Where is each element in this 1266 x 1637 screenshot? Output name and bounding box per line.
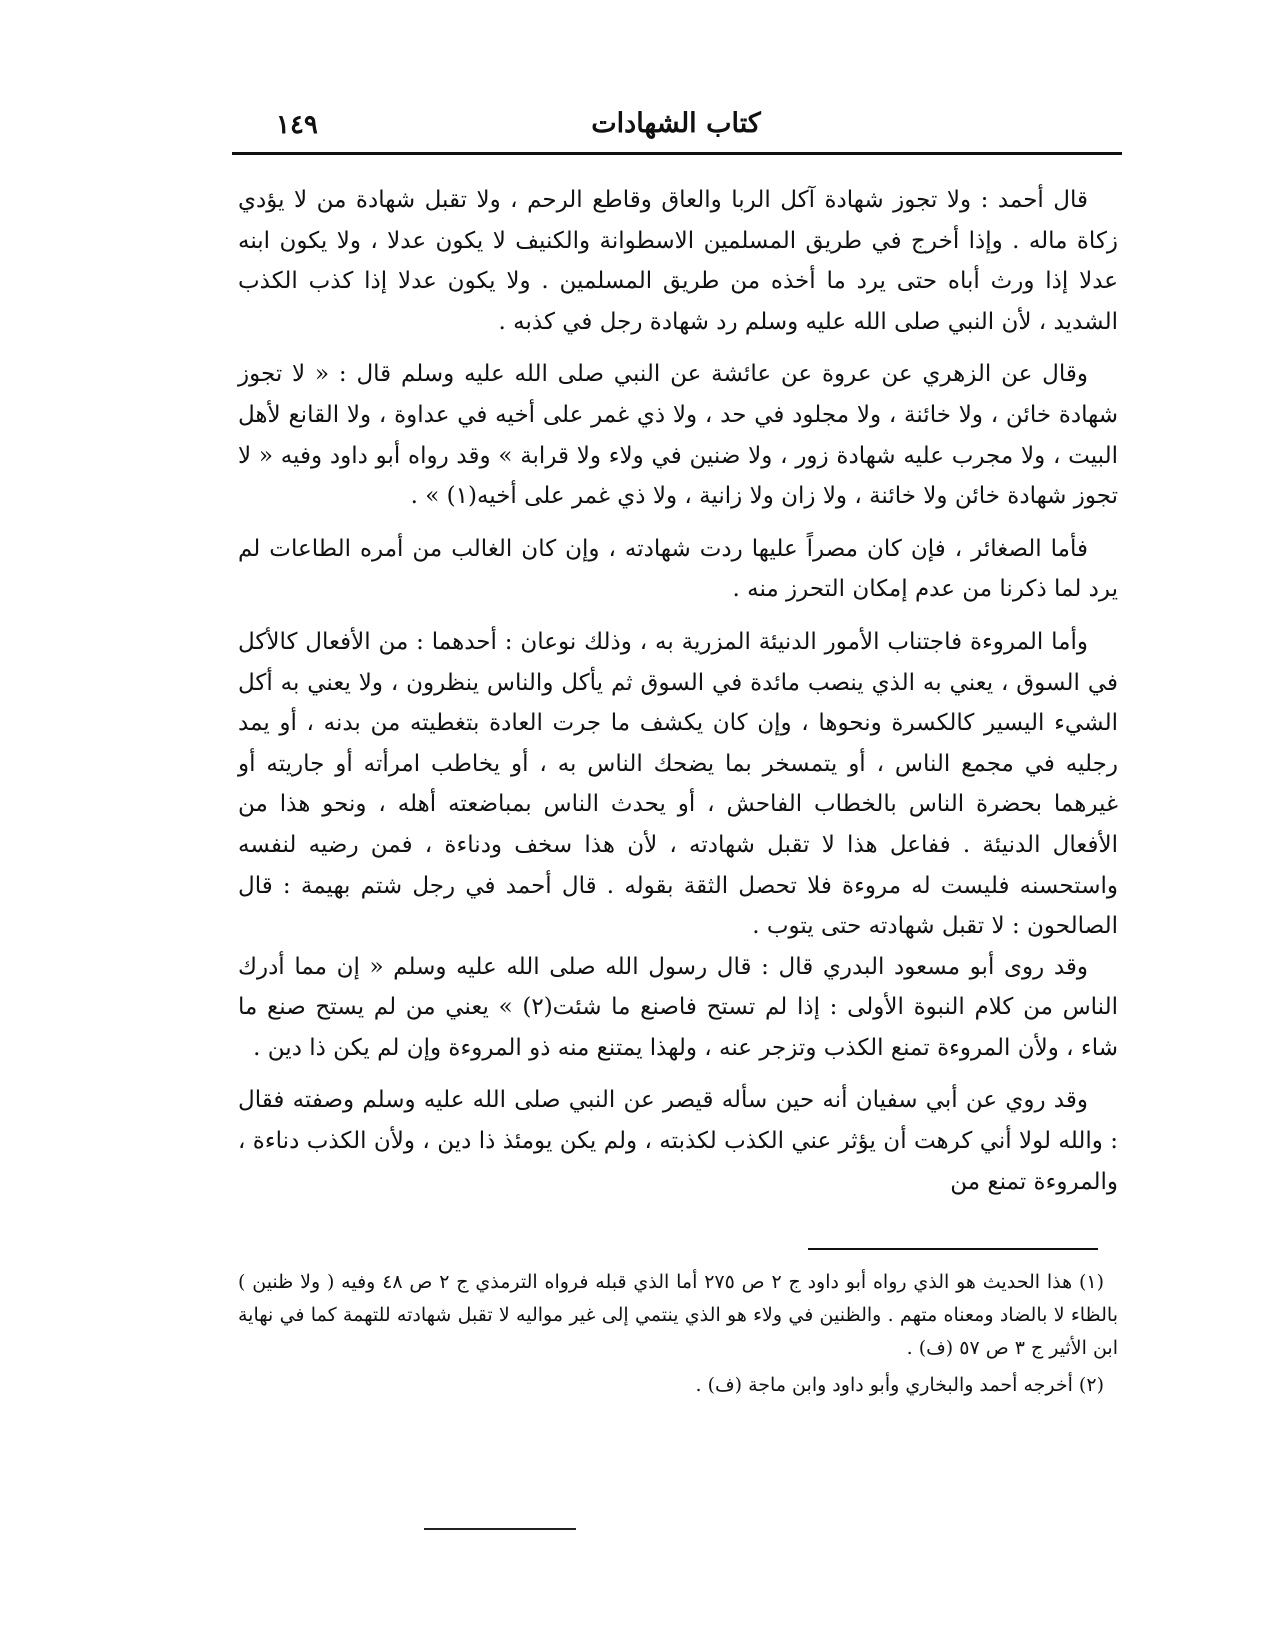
page-number: ١٤٩ bbox=[276, 110, 318, 140]
main-text bbox=[238, 180, 1118, 1214]
bottom-rule bbox=[424, 1528, 576, 1530]
footnote: (٢) أخرجه أحمد والبخاري وأبو داود وابن ماجة (ف) . bbox=[695, 1374, 1104, 1396]
header-rule bbox=[232, 152, 1122, 155]
paragraph: وقال عن الزهري عن عروة عن عائشة عن النبي صلى الله عليه وسلم قال : « لا تجوز شهادة خائن ، ولا خائنة ، ولا مجلود في حد ، ولا ذي غمر على أخيه في عداوة ، ولا القانع لأهل البيت ، ولا مجرب عليه شهادة زور ، ولا ضنين في ولاء ولا قرابة » وقد رواه أبو داود وفيه « لا تجوز شهادة خائن ولا خائنة ، ولا زان ولا زانية ، ولا ذي غمر على أخيه(١) » . bbox=[238, 361, 1118, 510]
footnote-separator bbox=[808, 1248, 1098, 1250]
paragraph: قال أحمد : ولا تجوز شهادة آكل الربا والعاق وقاطع الرحم ، ولا تقبل شهادة من لا يؤدي زكاة ماله . وإذا أخرج في طريق المسلمين الاسطوانة والكنيف لا يكون عدلا ، ولا يكون ابنه عدلا إذا ورث أباه حتى يرد ما أخذه من طريق المسلمين . ولا يكون عدلا إذا كذب الكذب الشديد ، لأن النبي صلى الله عليه وسلم رد شهادة رجل في كذبه . bbox=[238, 187, 1118, 335]
footnote: (١) هذا الحديث هو الذي رواه أبو داود ج ٢ ص ٢٧٥ أما الذي قبله فرواه الترمذي ج ٢ ص ٤٨ وفيه ( ولا ظنين ) بالظاء لا بالضاد ومعناه متهم . والظنين في ولاء هو الذي ينتمي إلى غير مواليه لا تقبل شهادته للتهمة كما في نهاية ابن الأثير ج ٣ ص ٥٧ (ف) . bbox=[238, 1271, 1118, 1359]
paragraph: وقد روى أبو مسعود البدري قال : قال رسول الله صلى الله عليه وسلم « إن مما أدرك الناس من كلام النبوة الأولى : إذا لم تستح فاصنع ما شئت(٢) » يعني من لم يستح صنع ما شاء ، ولأن المروءة تمنع الكذب وتزجر عنه ، ولهذا يمتنع منه ذو المروءة وإن لم يكن ذا دين . bbox=[238, 953, 1119, 1061]
paragraph: وقد روي عن أبي سفيان أنه حين سأله قيصر عن النبي صلى الله عليه وسلم وصفته فقال : والله لولا أني كرهت أن يؤثر عني الكذب لكذبته ، ولم يكن يومئذ ذا دين ، ولأن الكذب دناءة ، والمروءة تمنع من bbox=[238, 1087, 1118, 1195]
footnotes bbox=[238, 1266, 1118, 1406]
chapter-title: كتاب الشهادات bbox=[591, 108, 761, 139]
paragraph: وأما المروءة فاجتناب الأمور الدنيئة المزرية به ، وذلك نوعان : أحدهما : من الأفعال كالأكل في السوق ، يعني به الذي ينصب مائدة في السوق ثم يأكل والناس ينظرون ، ولا يعني به أكل الشيء اليسير كالكسرة ونحوها ، وإن كان يكشف ما جرت العادة بتغطيته من بدنه ، أو يمد رجليه في مجمع الناس ، أو يتمسخر بما يضحك الناس به ، أو يخاطب امرأته أو جاريته أو غيرهما بحضرة الناس بالخطاب الفاحش ، أو يحدث الناس بمباضعته أهله ، ونحو هذا من الأفعال الدنيئة . ففاعل هذا لا تقبل شهادته ، لأن هذا سخف ودناءة ، فمن رضيه لنفسه واستحسنه فليست له مروءة فلا تحصل الثقة بقوله . قال أحمد في رجل شتم بهيمة : قال الصالحون : لا تقبل شهادته حتى يتوب . bbox=[238, 628, 1118, 940]
paragraph: فأما الصغائر ، فإن كان مصراً عليها ردت شهادته ، وإن كان الغالب من أمره الطاعات لم يرد لما ذكرنا من عدم إمكان التحرز منه . bbox=[238, 535, 1118, 603]
page-header bbox=[236, 102, 1116, 152]
